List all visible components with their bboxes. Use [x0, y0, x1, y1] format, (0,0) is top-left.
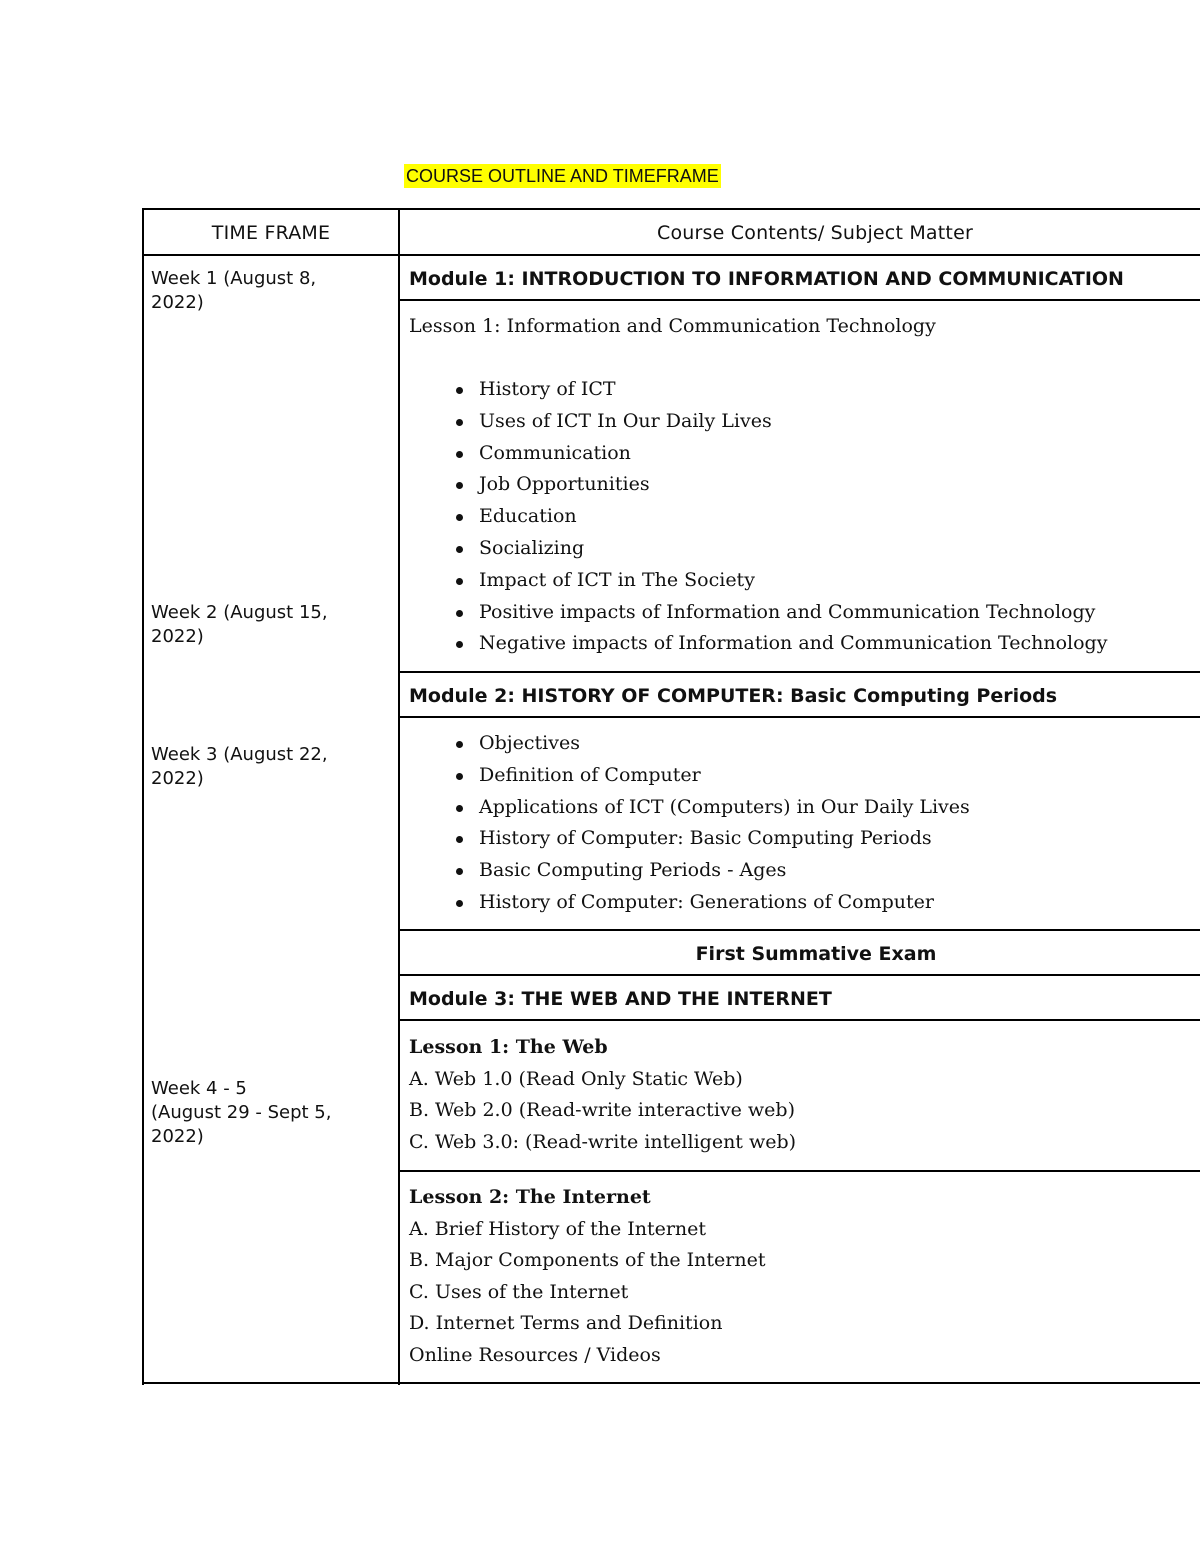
list-item: Online Resources / Videos	[409, 1343, 661, 1366]
list-item: Education	[409, 501, 1107, 533]
list-item: Communication	[409, 438, 1107, 470]
document-title: COURSE OUTLINE AND TIMEFRAME	[406, 166, 719, 186]
list-item: Objectives	[409, 728, 970, 760]
lesson1-title: Lesson 1: The Web	[409, 1036, 608, 1058]
list-item: History of Computer: Basic Computing Periods	[409, 823, 970, 855]
list-item: C. Web 3.0: (Read-write intelligent web)	[409, 1130, 797, 1153]
list-item: Uses of ICT In Our Daily Lives	[409, 406, 1107, 438]
list-item: Job Opportunities	[409, 469, 1107, 501]
list-item: Definition of Computer	[409, 760, 970, 792]
list-item: History of ICT	[409, 374, 1107, 406]
module3-lesson2	[409, 1182, 766, 1372]
table-border-bottom	[142, 1382, 1200, 1384]
list-item: C. Uses of the Internet	[409, 1280, 629, 1303]
module2-heading: Module 2: HISTORY OF COMPUTER: Basic Computing Periods	[409, 685, 1058, 707]
module3-lesson1	[409, 1032, 796, 1158]
lesson2-title: Lesson 2: The Internet	[409, 1186, 651, 1208]
week-3: Week 3 (August 22, 2022)	[151, 744, 328, 789]
list-item: B. Major Components of the Internet	[409, 1249, 766, 1272]
exam-row: First Summative Exam	[695, 943, 937, 965]
list-item: Impact of ICT in The Society	[409, 565, 1107, 597]
module1-heading: Module 1: INTRODUCTION TO INFORMATION AND COMMUNICATION	[409, 268, 1124, 290]
module1-lesson-title: Lesson 1: Information and Communication Technology	[409, 315, 936, 337]
list-item: B. Web 2.0 (Read-write interactive web)	[409, 1099, 795, 1122]
week-2: Week 2 (August 15, 2022)	[151, 602, 328, 647]
list-item: Basic Computing Periods - Ages	[409, 855, 970, 887]
module2-topic-list	[409, 728, 970, 919]
list-item: D. Internet Terms and Definition	[409, 1312, 723, 1335]
list-item: History of Computer: Generations of Computer	[409, 887, 970, 919]
list-item: Negative impacts of Information and Communication Technology	[409, 628, 1107, 660]
week-4-5: Week 4 - 5 (August 29 - Sept 5, 2022)	[151, 1078, 332, 1147]
list-item: A. Brief History of the Internet	[409, 1217, 707, 1240]
list-item: Applications of ICT (Computers) in Our Daily Lives	[409, 792, 970, 824]
module1-topic-list	[409, 374, 1107, 660]
header-course-contents: Course Contents/ Subject Matter	[657, 222, 973, 244]
table-column-divider	[398, 208, 400, 1385]
module3-heading: Module 3: THE WEB AND THE INTERNET	[409, 988, 832, 1010]
list-item: Positive impacts of Information and Communication Technology	[409, 597, 1107, 629]
list-item: A. Web 1.0 (Read Only Static Web)	[409, 1067, 743, 1090]
header-time-frame: TIME FRAME	[211, 222, 331, 244]
table-border-left	[142, 208, 144, 1385]
list-item: Socializing	[409, 533, 1107, 565]
week-1: Week 1 (August 8, 2022)	[151, 268, 317, 313]
lesson1-end-divider	[398, 1170, 1200, 1172]
